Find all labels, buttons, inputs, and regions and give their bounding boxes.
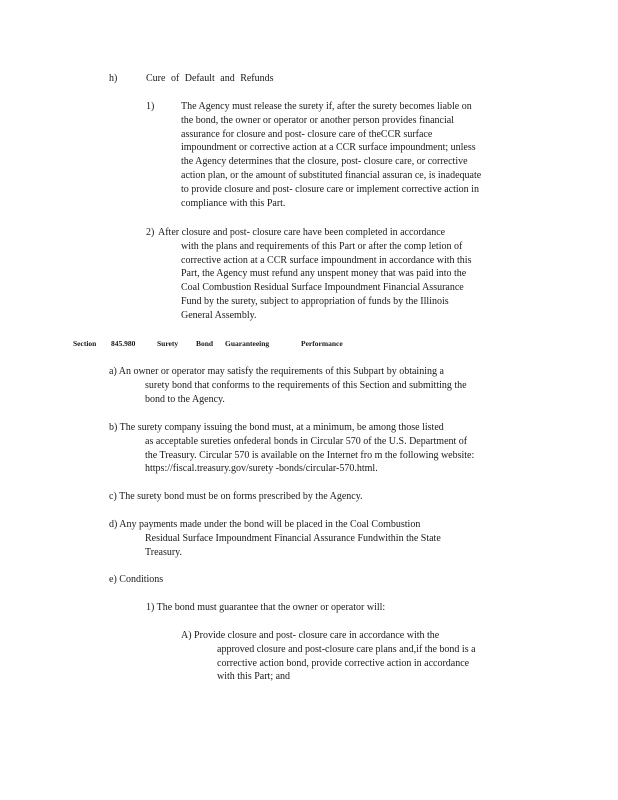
text-line: approved closure and post-closure care plans and,if the bond is a xyxy=(217,643,476,655)
text-line: A) Provide closure and post- closure care in accordance with the xyxy=(181,630,440,641)
text-line: the Treasury. Circular 570 is available on the Internet fro m the following website: xyxy=(145,449,475,461)
section-title-word: Performance xyxy=(301,339,343,348)
text-line: action plan, or the amount of substituted financial assuran ce, is inadequate xyxy=(181,169,482,181)
text-line: Part, the Agency must refund any unspent money that was paid into the xyxy=(181,268,467,280)
text-line: the bond, the owner or operator or another person provides financial xyxy=(181,114,454,126)
paragraph-h2 xyxy=(158,226,538,323)
text-line: to provide closure and post- closure care or implement corrective action in xyxy=(181,183,479,195)
text-line: e) Conditions xyxy=(109,574,164,585)
text-line: with the plans and requirements of this Part or after the comp letion of xyxy=(181,240,463,252)
text-line: Coal Combustion Residual Surface Impoundment Financial Assurance xyxy=(181,282,464,294)
text-line: corrective action at a CCR surface impoundment in accordance with this xyxy=(181,254,472,266)
text-line: General Assembly. xyxy=(181,309,257,321)
text-line: c) The surety bond must be on forms prescribed by the Agency. xyxy=(109,491,363,502)
text-line: The Agency must release the surety if, after the surety becomes liable on xyxy=(181,101,472,112)
text-line: as acceptable sureties onfederal bonds in Circular 570 of the U.S. Department of xyxy=(145,435,468,447)
text-line: https://fiscal.treasury.gov/surety -bonds/circular-570.html. xyxy=(145,463,378,475)
text-line: After closure and post- closure care have been completed in accordance xyxy=(158,227,446,238)
text-line: a) An owner or operator may satisfy the requirements of this Subpart by obtaining a xyxy=(109,366,444,377)
text-line: corrective action bond, provide corrective action in accordance xyxy=(217,657,470,669)
paragraph-d xyxy=(109,518,529,559)
text-line: with this Part; and xyxy=(217,671,291,683)
paragraph-e xyxy=(109,573,163,587)
section-title-word: Surety xyxy=(157,339,179,348)
paragraph-eA xyxy=(181,629,541,684)
item-label-h1: 1) xyxy=(146,101,155,112)
paragraph-b xyxy=(109,421,539,476)
text-line: bond to the Agency. xyxy=(145,393,225,405)
section-title-word: Bond xyxy=(196,339,214,348)
paragraph-c xyxy=(109,490,509,504)
paragraph-a xyxy=(109,365,529,406)
section-prefix: Section xyxy=(73,339,97,348)
text-line: b) The surety company issuing the bond must, at a minimum, be among those listed xyxy=(109,422,444,433)
text-line: 1) The bond must guarantee that the owner or operator will: xyxy=(146,602,386,613)
text-line: compliance with this Part. xyxy=(181,197,286,209)
text-line: Residual Surface Impoundment Financial Assurance Fundwithin the State xyxy=(145,532,441,544)
text-line: Treasury. xyxy=(145,546,183,558)
paragraph-e1 xyxy=(146,601,385,615)
subsection-title-h: Cure of Default and Refunds xyxy=(146,73,274,84)
text-line: surety bond that conforms to the requirements of this Section and submitting the xyxy=(145,379,467,391)
text-line: Fund by the surety, subject to appropriation of funds by the Illinois xyxy=(181,295,449,307)
paragraph-h1 xyxy=(181,100,536,210)
text-line: d) Any payments made under the bond will be placed in the Coal Combustion xyxy=(109,519,421,530)
section-number: 845.980 xyxy=(111,339,136,348)
section-title-word: Guaranteeing xyxy=(225,339,270,348)
item-label-h2: 2) xyxy=(146,227,155,238)
subsection-label-h: h) xyxy=(109,73,118,84)
text-line: impoundment or corrective action at a CCR surface impoundment; unless xyxy=(181,142,476,154)
text-line: assurance for closure and post- closure care of theCCR surface xyxy=(181,128,433,140)
text-line: the Agency determines that the closure, post- closure care, or corrective xyxy=(181,156,468,168)
